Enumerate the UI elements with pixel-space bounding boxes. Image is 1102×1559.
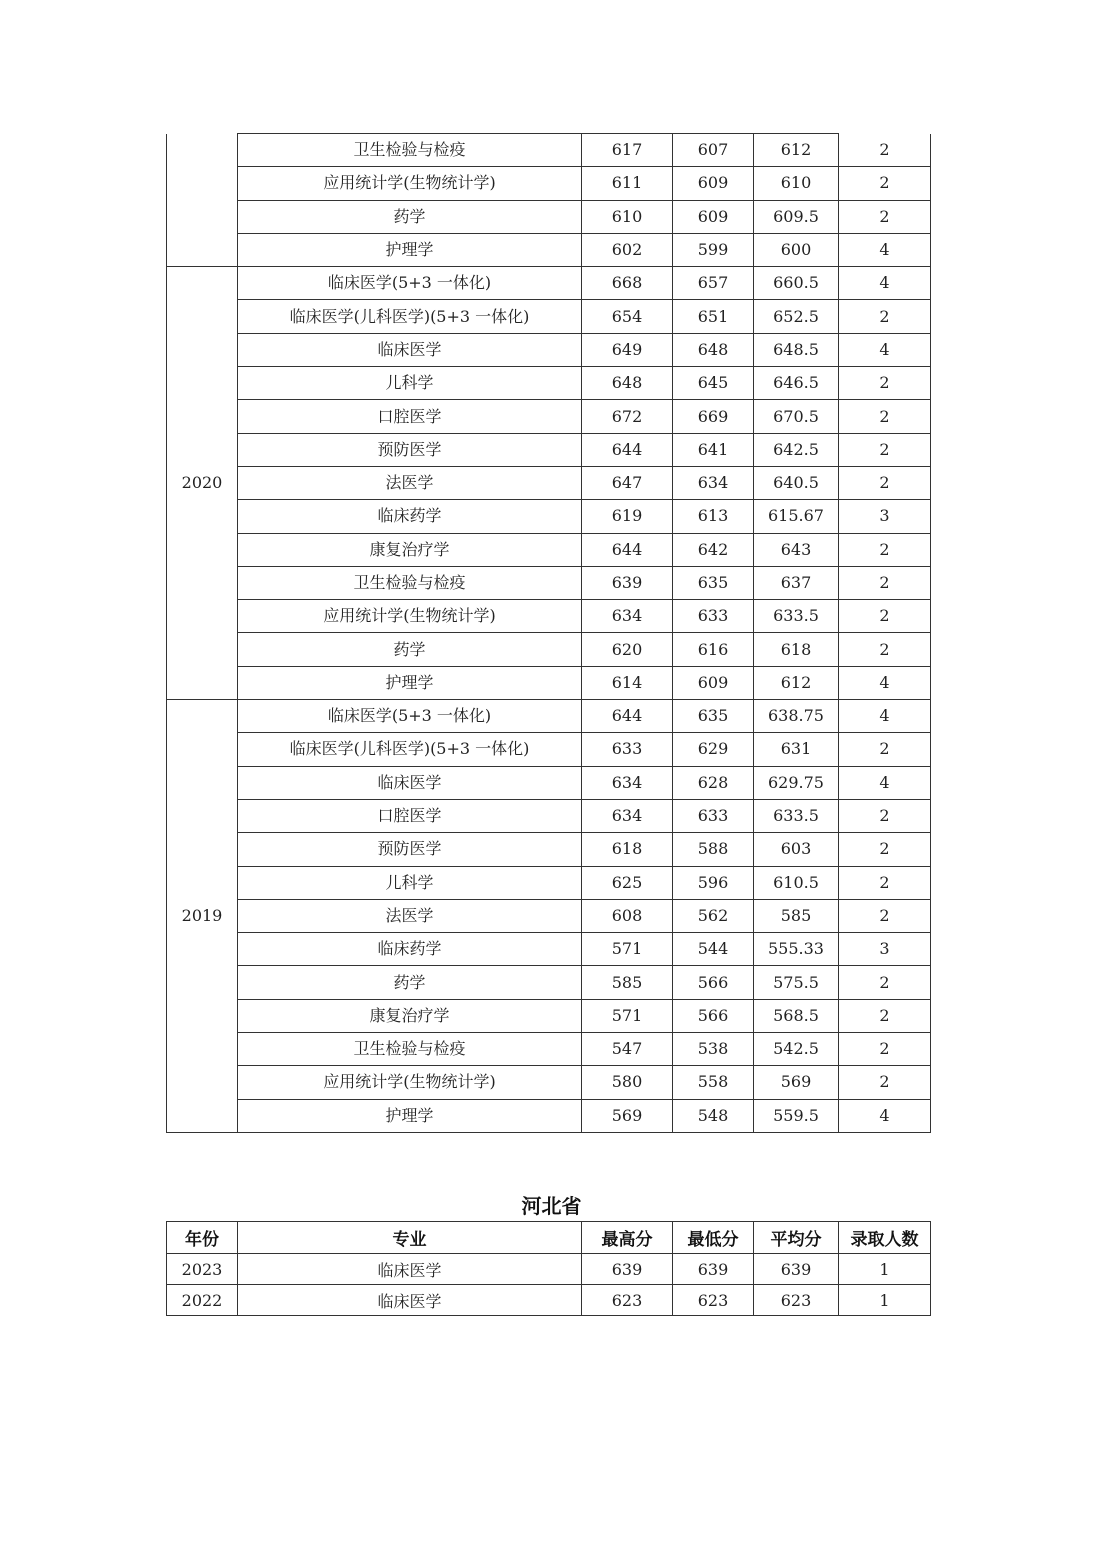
cell-avg-score: 633.5 (754, 799, 839, 832)
table-row (167, 600, 931, 633)
cell-avg-score: 642.5 (754, 433, 839, 466)
cell-max-score: 648 (582, 367, 673, 400)
cell-max-score: 644 (582, 533, 673, 566)
header-row (167, 1222, 931, 1254)
header-year: 年份 (167, 1222, 238, 1254)
header-min-score: 最低分 (673, 1222, 754, 1254)
cell-avg-score: 643 (754, 533, 839, 566)
cell-avg-score: 648.5 (754, 333, 839, 366)
cell-max-score: 614 (582, 666, 673, 699)
cell-max-score: 580 (582, 1066, 673, 1099)
cell-avg-score: 559.5 (754, 1099, 839, 1132)
cell-major: 护理学 (238, 233, 582, 266)
cell-max-score: 668 (582, 267, 673, 300)
cell-major: 卫生检验与检疫 (238, 1033, 582, 1066)
cell-admit-count: 2 (839, 833, 931, 866)
cell-avg-score: 660.5 (754, 267, 839, 300)
cell-admit-count: 2 (839, 566, 931, 599)
cell-admit-count: 2 (839, 1066, 931, 1099)
cell-avg-score: 639 (754, 1254, 839, 1285)
cell-min-score: 642 (673, 533, 754, 566)
cell-major: 应用统计学(生物统计学) (238, 1066, 582, 1099)
cell-min-score: 616 (673, 633, 754, 666)
cell-avg-score: 633.5 (754, 600, 839, 633)
cell-max-score: 639 (582, 566, 673, 599)
cell-avg-score: 638.75 (754, 700, 839, 733)
admission-scores-table-body (167, 134, 931, 1133)
table-row (167, 799, 931, 832)
cell-avg-score: 612 (754, 134, 839, 167)
table-row (167, 200, 931, 233)
cell-admit-count: 2 (839, 400, 931, 433)
cell-admit-count: 2 (839, 466, 931, 499)
cell-major: 儿科学 (238, 367, 582, 400)
table-row (167, 1099, 931, 1132)
table-row (167, 999, 931, 1032)
cell-avg-score: 610 (754, 167, 839, 200)
cell-major: 康复治疗学 (238, 533, 582, 566)
cell-max-score: 649 (582, 333, 673, 366)
cell-major: 药学 (238, 633, 582, 666)
cell-avg-score: 646.5 (754, 367, 839, 400)
cell-min-score: 596 (673, 866, 754, 899)
cell-admit-count: 1 (839, 1285, 931, 1316)
cell-admit-count: 2 (839, 200, 931, 233)
cell-year: 2019 (167, 700, 238, 1133)
table-row (167, 933, 931, 966)
cell-admit-count: 4 (839, 333, 931, 366)
cell-max-score: 625 (582, 866, 673, 899)
cell-min-score: 609 (673, 167, 754, 200)
cell-year (167, 134, 238, 267)
header-avg-score: 平均分 (754, 1222, 839, 1254)
cell-min-score: 657 (673, 267, 754, 300)
cell-min-score: 607 (673, 134, 754, 167)
cell-min-score: 633 (673, 799, 754, 832)
cell-avg-score: 542.5 (754, 1033, 839, 1066)
cell-admit-count: 2 (839, 866, 931, 899)
cell-min-score: 609 (673, 666, 754, 699)
cell-major: 护理学 (238, 1099, 582, 1132)
cell-admit-count: 2 (839, 1033, 931, 1066)
cell-major: 口腔医学 (238, 400, 582, 433)
cell-min-score: 651 (673, 300, 754, 333)
cell-major: 卫生检验与检疫 (238, 566, 582, 599)
cell-admit-count: 4 (839, 666, 931, 699)
cell-avg-score: 629.75 (754, 766, 839, 799)
cell-admit-count: 2 (839, 733, 931, 766)
cell-max-score: 610 (582, 200, 673, 233)
cell-avg-score: 670.5 (754, 400, 839, 433)
table-row (167, 1254, 931, 1285)
cell-min-score: 609 (673, 200, 754, 233)
cell-min-score: 623 (673, 1285, 754, 1316)
cell-major: 应用统计学(生物统计学) (238, 167, 582, 200)
cell-admit-count: 3 (839, 500, 931, 533)
cell-major: 应用统计学(生物统计学) (238, 600, 582, 633)
cell-admit-count: 2 (839, 367, 931, 400)
cell-avg-score: 575.5 (754, 966, 839, 999)
cell-major: 临床医学 (238, 1254, 582, 1285)
cell-avg-score: 631 (754, 733, 839, 766)
cell-avg-score: 585 (754, 899, 839, 932)
cell-year: 2023 (167, 1254, 238, 1285)
table-row (167, 966, 931, 999)
table-row (167, 766, 931, 799)
cell-max-score: 569 (582, 1099, 673, 1132)
cell-min-score: 645 (673, 367, 754, 400)
cell-max-score: 639 (582, 1254, 673, 1285)
cell-max-score: 633 (582, 733, 673, 766)
cell-admit-count: 2 (839, 633, 931, 666)
cell-min-score: 548 (673, 1099, 754, 1132)
cell-max-score: 547 (582, 1033, 673, 1066)
cell-admit-count: 2 (839, 167, 931, 200)
cell-min-score: 628 (673, 766, 754, 799)
cell-year: 2022 (167, 1285, 238, 1316)
cell-avg-score: 615.67 (754, 500, 839, 533)
cell-min-score: 558 (673, 1066, 754, 1099)
cell-avg-score: 618 (754, 633, 839, 666)
cell-avg-score: 603 (754, 833, 839, 866)
cell-max-score: 620 (582, 633, 673, 666)
cell-major: 临床医学(儿科医学)(5+3 一体化) (238, 733, 582, 766)
cell-major: 预防医学 (238, 833, 582, 866)
table-row (167, 866, 931, 899)
cell-max-score: 634 (582, 600, 673, 633)
cell-min-score: 599 (673, 233, 754, 266)
cell-avg-score: 640.5 (754, 466, 839, 499)
cell-min-score: 633 (673, 600, 754, 633)
cell-max-score: 644 (582, 700, 673, 733)
cell-max-score: 654 (582, 300, 673, 333)
cell-avg-score: 612 (754, 666, 839, 699)
cell-min-score: 635 (673, 566, 754, 599)
cell-min-score: 538 (673, 1033, 754, 1066)
cell-min-score: 641 (673, 433, 754, 466)
cell-avg-score: 637 (754, 566, 839, 599)
cell-major: 卫生检验与检疫 (238, 134, 582, 167)
header-max-score: 最高分 (582, 1222, 673, 1254)
cell-admit-count: 4 (839, 700, 931, 733)
cell-admit-count: 2 (839, 899, 931, 932)
cell-major: 临床医学 (238, 766, 582, 799)
cell-max-score: 619 (582, 500, 673, 533)
cell-min-score: 669 (673, 400, 754, 433)
header-admit-count: 录取人数 (839, 1222, 931, 1254)
cell-major: 护理学 (238, 666, 582, 699)
header-major: 专业 (238, 1222, 582, 1254)
cell-major: 临床药学 (238, 933, 582, 966)
table-row (167, 466, 931, 499)
cell-major: 法医学 (238, 899, 582, 932)
cell-min-score: 634 (673, 466, 754, 499)
cell-avg-score: 600 (754, 233, 839, 266)
table-row (167, 733, 931, 766)
table-row (167, 367, 931, 400)
cell-admit-count: 2 (839, 433, 931, 466)
cell-major: 临床医学(儿科医学)(5+3 一体化) (238, 300, 582, 333)
cell-min-score: 613 (673, 500, 754, 533)
cell-major: 临床医学(5+3 一体化) (238, 267, 582, 300)
cell-max-score: 602 (582, 233, 673, 266)
cell-avg-score: 555.33 (754, 933, 839, 966)
cell-admit-count: 2 (839, 533, 931, 566)
cell-max-score: 571 (582, 999, 673, 1032)
cell-major: 临床医学 (238, 1285, 582, 1316)
cell-major: 临床药学 (238, 500, 582, 533)
cell-avg-score: 568.5 (754, 999, 839, 1032)
cell-max-score: 611 (582, 167, 673, 200)
cell-max-score: 672 (582, 400, 673, 433)
cell-avg-score: 652.5 (754, 300, 839, 333)
table-row (167, 1033, 931, 1066)
section-title-hebei: 河北省 (521, 1194, 582, 1218)
table-row (167, 666, 931, 699)
cell-max-score: 608 (582, 899, 673, 932)
cell-avg-score: 623 (754, 1285, 839, 1316)
table-row (167, 134, 931, 167)
cell-admit-count: 4 (839, 267, 931, 300)
table-row (167, 1285, 931, 1316)
table-row (167, 333, 931, 366)
table-row (167, 400, 931, 433)
table-row (167, 833, 931, 866)
cell-min-score: 562 (673, 899, 754, 932)
admission-scores-table-continued (166, 133, 931, 1133)
cell-major: 口腔医学 (238, 799, 582, 832)
table-row (167, 500, 931, 533)
cell-min-score: 639 (673, 1254, 754, 1285)
cell-max-score: 617 (582, 134, 673, 167)
table-row (167, 533, 931, 566)
cell-major: 药学 (238, 200, 582, 233)
cell-avg-score: 609.5 (754, 200, 839, 233)
hebei-scores-table (166, 1221, 931, 1316)
cell-max-score: 585 (582, 966, 673, 999)
cell-major: 临床医学 (238, 333, 582, 366)
cell-admit-count: 2 (839, 134, 931, 167)
cell-major: 预防医学 (238, 433, 582, 466)
table-row (167, 167, 931, 200)
cell-admit-count: 2 (839, 999, 931, 1032)
cell-admit-count: 2 (839, 799, 931, 832)
cell-major: 康复治疗学 (238, 999, 582, 1032)
cell-admit-count: 2 (839, 600, 931, 633)
cell-min-score: 635 (673, 700, 754, 733)
cell-avg-score: 569 (754, 1066, 839, 1099)
cell-max-score: 634 (582, 799, 673, 832)
table-row (167, 433, 931, 466)
table-row (167, 899, 931, 932)
cell-max-score: 618 (582, 833, 673, 866)
cell-avg-score: 610.5 (754, 866, 839, 899)
cell-max-score: 634 (582, 766, 673, 799)
cell-max-score: 623 (582, 1285, 673, 1316)
cell-max-score: 644 (582, 433, 673, 466)
table-row (167, 1066, 931, 1099)
table-row (167, 233, 931, 266)
cell-max-score: 647 (582, 466, 673, 499)
cell-min-score: 566 (673, 999, 754, 1032)
cell-min-score: 588 (673, 833, 754, 866)
table-row (167, 566, 931, 599)
table-row (167, 633, 931, 666)
cell-admit-count: 4 (839, 766, 931, 799)
cell-admit-count: 4 (839, 1099, 931, 1132)
cell-admit-count: 2 (839, 966, 931, 999)
cell-max-score: 571 (582, 933, 673, 966)
table-row (167, 267, 931, 300)
cell-admit-count: 1 (839, 1254, 931, 1285)
cell-admit-count: 2 (839, 300, 931, 333)
cell-major: 儿科学 (238, 866, 582, 899)
cell-admit-count: 4 (839, 233, 931, 266)
cell-major: 临床医学(5+3 一体化) (238, 700, 582, 733)
cell-major: 法医学 (238, 466, 582, 499)
cell-min-score: 544 (673, 933, 754, 966)
cell-year: 2020 (167, 267, 238, 700)
cell-min-score: 566 (673, 966, 754, 999)
cell-admit-count: 3 (839, 933, 931, 966)
cell-min-score: 629 (673, 733, 754, 766)
cell-major: 药学 (238, 966, 582, 999)
cell-min-score: 648 (673, 333, 754, 366)
table-row (167, 700, 931, 733)
table-row (167, 300, 931, 333)
